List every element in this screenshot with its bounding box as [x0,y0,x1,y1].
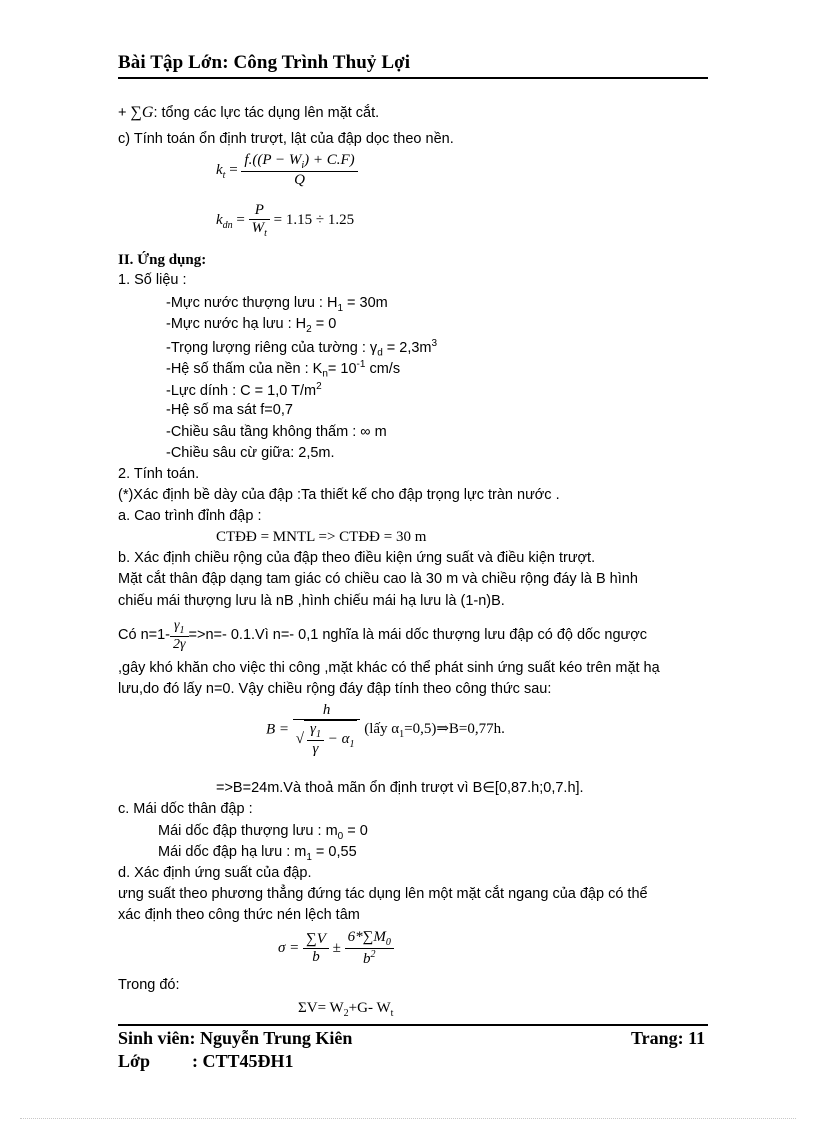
para-a-crest: a. Cao trình đỉnh đập : [118,508,262,524]
equation-b-width: B = h √ $\frac{\gamma_1}{\gamma}$ − $\alpha_1$ (lấy $\alpha_1=0,5)\Rightarrow B=0,77h$. [266,702,505,757]
para-d-stress: d. Xác định ứng suất của đập. [118,865,312,881]
data-impermeable-depth: -Chiều sâu tầng không thấm : ∞ m [166,424,387,440]
subsection-tinh-toan: 2. Tính toán. [118,466,200,482]
data-upstream-level: -Mực nước thượng lưu : $H_1 = 30m$ [166,295,388,314]
para-d-line1: ưng suất theo phương thẳng đứng tác dụng lên một mặt cắt ngang của đập có thể [118,886,648,902]
para-b-width: b. Xác định chiều rộng của đập theo điều kiện ứng suất và điều kiện trượt. [118,550,596,566]
data-sheet-pile-depth: -Chiều sâu cừ giữa: 2,5m. [166,445,335,461]
equation-sigma: σ = $\frac{\sum V}{b}$ ± $\frac{6*\sum M_0}{b^2}$ [278,929,394,968]
eq-crest: CTĐĐ = MNTL => CTĐĐ = 30 m [216,529,427,545]
para-b-result: =>B=24m.Và thoả mãn ổn định trượt vì B∈[0,87.h;0,7.h]. [216,780,584,796]
footer-rule [118,1024,708,1026]
line-c-stability: c) Tính toán ổn định trượt, lật của đập dọc theo nền. [118,131,454,147]
para-d-line2: xác định theo công thức nén lệch tâm [118,907,360,923]
subsection-so-lieu: 1. Số liệu : [118,272,187,288]
slope-downstream: Mái dốc đập hạ lưu : $m_1 = 0,55$ [158,844,357,863]
para-thickness: (*)Xác định bề dày của đập :Ta thiết kế cho đập trọng lực tràn nước . [118,487,560,503]
slope-upstream: Mái dốc đập thượng lưu : $m_0 = 0$ [158,823,368,842]
footer-student: Sinh viên: Nguyễn Trung Kiên [118,1028,353,1048]
sum-g-symbol: ∑G [130,104,154,121]
para-trong-do: Trong đó: [118,977,180,993]
data-unit-weight: -Trọng lượng riêng của tường : $\gamma_d = 2,3m^3$ [166,338,438,359]
para-n-calc: Có n=1- $\frac{\gamma_1}{2\gamma}$ =>n=- 0.1.Vì n=- 0,1 nghĩa là mái dốc thượng lưu đập có độ dốc ngược [118,618,647,652]
eq-sum-v: $\Sigma V= W_2+G-$ $W_t$ [298,1000,394,1019]
para-n-line2: ,gây khó khăn cho việc thi công ,mặt khác có thể phát sinh ứng suất kéo trên mặt hạ [118,660,660,676]
header-rule [118,77,708,79]
data-downstream-level: -Mực nước hạ lưu : $H_2 = 0$ [166,316,337,335]
data-friction: -Hệ số ma sát f=0,7 [166,402,293,418]
line-sum-forces: + ∑G: tổng các lực tác dụng lên mặt cắt. [118,104,380,121]
data-cohesion: -Lực dính : C = 1,0 $T/m^2$ [166,381,322,399]
equation-kdn: $k_{dn}$ = $\frac{P}{W_t}$ = 1.15 ÷ 1.25 [216,202,355,239]
para-n-line3: lưu,do đó lấy n=0. Vậy chiều rộng đáy đập tính theo công thức sau: [118,681,552,697]
section-ung-dung: II. Ứng dụng: [118,252,207,268]
equation-kt: $k_t$ = $\frac{f.((P - W_i) + C.F)}{Q}$ [216,152,358,189]
footer-page-number: Trang: 11 [631,1028,706,1048]
footer-class-label: Lớp [118,1051,150,1071]
para-c-slope: c. Mái dốc thân đập : [118,801,253,817]
data-permeability: -Hệ số thấm của nền : $K_n= 10^{-1}$ cm/s [166,359,401,380]
footer-class-value: : CTT45ĐH1 [192,1051,294,1071]
page-header-title: Bài Tập Lớn: Công Trình Thuỷ Lợi [118,52,411,73]
para-b-line2: chiếu mái thượng lưu là nB ,hình chiếu mái hạ lưu là (1-n)B. [118,593,505,609]
para-b-line1: Mặt cắt thân đập dạng tam giác có chiều cao là 30 m và chiều rộng đáy là B hình [118,571,638,587]
page-edge-divider [20,1118,796,1119]
